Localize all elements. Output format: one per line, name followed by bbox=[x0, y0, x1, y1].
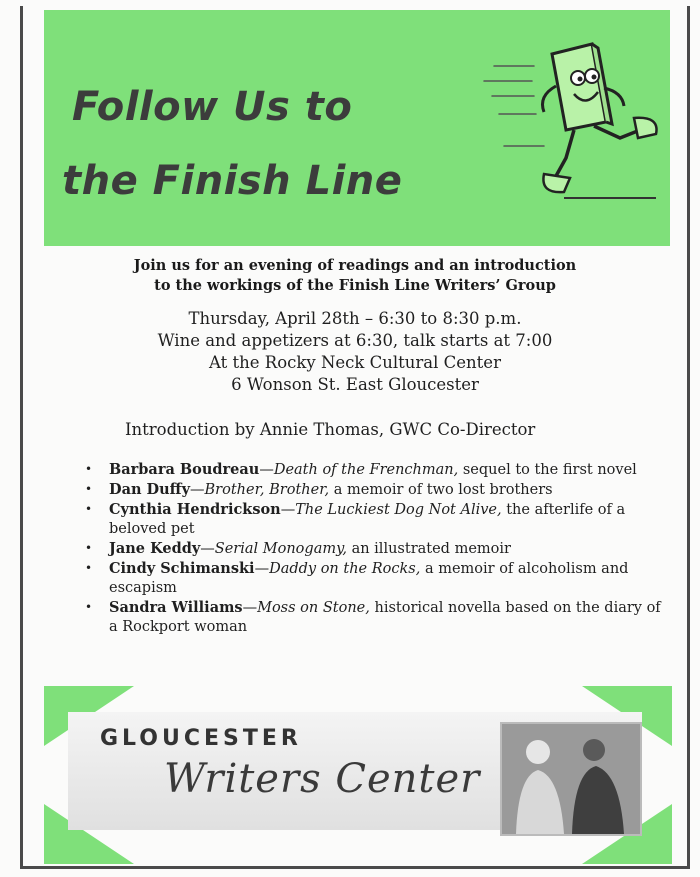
reader-work-desc: a memoir of alcoholism and escapism bbox=[109, 561, 629, 596]
reader-work-desc: historical novella based on the diary of a Rockport woman bbox=[109, 600, 661, 635]
reader-work-title: Death of the Frenchman, bbox=[273, 462, 459, 478]
founders-photo bbox=[500, 722, 642, 836]
bullet-icon: • bbox=[85, 561, 93, 575]
running-book-mascot-icon bbox=[474, 26, 664, 206]
reader-item bbox=[85, 598, 670, 637]
introduction-line: Introduction by Annie Thomas, GWC Co-Director bbox=[125, 420, 536, 439]
bullet-icon: • bbox=[85, 502, 93, 516]
bullet-icon: • bbox=[85, 462, 93, 476]
reader-dash: — bbox=[190, 482, 205, 498]
event-venue: At the Rocky Neck Cultural Center bbox=[209, 353, 501, 372]
reader-dash: — bbox=[254, 561, 270, 577]
reader-dash: — bbox=[280, 502, 296, 518]
reader-work-desc: the afterlife of a beloved pet bbox=[109, 502, 626, 537]
bullet-icon: • bbox=[85, 541, 93, 555]
title-line-2: the Finish Line bbox=[62, 158, 403, 204]
invitation-lead bbox=[60, 256, 650, 296]
reader-name: Dan Duffy bbox=[109, 481, 191, 498]
event-title bbox=[62, 84, 403, 204]
logo-writers-center: Writers Center bbox=[164, 756, 481, 802]
bullet-icon: • bbox=[85, 482, 93, 496]
reader-work-title: The Luckiest Dog Not Alive, bbox=[295, 502, 502, 518]
reader-work-title: Serial Monogamy, bbox=[214, 541, 347, 557]
lead-line-1: Join us for an evening of readings and an introduction bbox=[133, 257, 577, 274]
title-banner bbox=[44, 10, 670, 246]
logo-gloucester: GLOUCESTER bbox=[100, 726, 302, 751]
title-line-1: Follow Us to bbox=[72, 84, 353, 130]
lead-line-2: to the workings of the Finish Line Writers’ Group bbox=[154, 277, 556, 294]
reader-work-desc: an illustrated memoir bbox=[346, 541, 511, 557]
reader-item bbox=[85, 480, 670, 500]
event-wine: Wine and appetizers at 6:30, talk starts at 7:00 bbox=[157, 331, 553, 350]
readers-list bbox=[85, 460, 670, 637]
reader-name: Sandra Williams bbox=[109, 599, 243, 616]
reader-dash: — bbox=[242, 600, 258, 616]
reader-item bbox=[85, 460, 670, 480]
reader-name: Cynthia Hendrickson bbox=[109, 501, 281, 518]
reader-name: Cindy Schimanski bbox=[109, 560, 255, 577]
reader-item bbox=[85, 559, 670, 598]
reader-work-desc: sequel to the first novel bbox=[458, 462, 637, 478]
event-date-time: Thursday, April 28th – 6:30 to 8:30 p.m. bbox=[188, 309, 522, 328]
bullet-icon: • bbox=[85, 600, 93, 614]
reader-work-title: Moss on Stone, bbox=[257, 600, 370, 616]
event-details bbox=[60, 308, 650, 396]
reader-item bbox=[85, 500, 670, 539]
reader-work-title: Daddy on the Rocks, bbox=[269, 561, 421, 577]
gwc-logo-area bbox=[44, 686, 672, 864]
reader-dash: — bbox=[259, 462, 274, 478]
reader-item bbox=[85, 539, 670, 559]
event-address: 6 Wonson St. East Gloucester bbox=[231, 375, 479, 394]
reader-name: Barbara Boudreau bbox=[109, 461, 260, 478]
reader-work-desc: a memoir of two lost brothers bbox=[329, 482, 553, 498]
reader-dash: — bbox=[200, 541, 215, 557]
reader-work-title: Brother, Brother, bbox=[204, 482, 330, 498]
reader-name: Jane Keddy bbox=[109, 540, 201, 557]
